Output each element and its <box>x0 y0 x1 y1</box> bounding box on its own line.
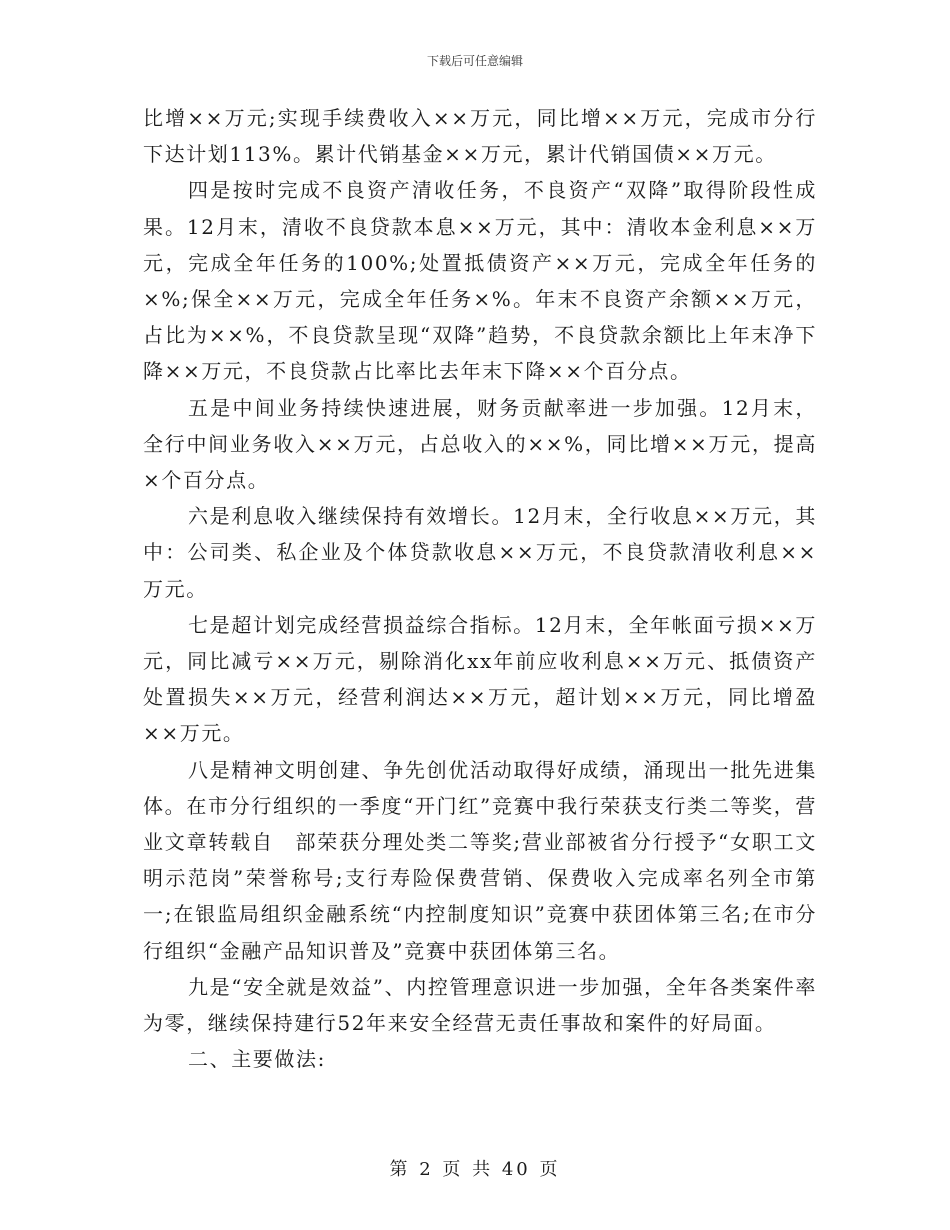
paragraph-item-6: 六是利息收入继续保持有效增长。12月末，全行收息××万元，其中：公司类、私企业及个体贷款收息××万元，不良贷款清收利息××万元。 <box>143 504 817 601</box>
paragraph-item-9: 九是“安全就是效益”、内控管理意识进一步加强，全年各类案件率为零，继续保持建行52年来安全经营无责任事故和案件的好局面。 <box>143 974 817 1036</box>
paragraph-item-8: 八是精神文明创建、争先创优活动取得好成绩，涌现出一批先进集体。在市分行组织的一季度“开门红”竞赛中我行荣获支行类二等奖，营业文章转载自 部荣获分理处类二等奖;营业部被省分行授予“女职工文明示范岗”荣誉称号;支行寿险保费营销、保费收入完成率名列全市第一;在银监局组织金融系统“内控制度知识”竞赛中获团体第三名;在市分行组织“金融产品知识普及”竞赛中获团体第三名。 <box>143 757 817 963</box>
paragraph-item-7: 七是超计划完成经营损益综合指标。12月末，全年帐面亏损××万元，同比减亏××万元，剔除消化xx年前应收利息××万元、抵债资产处置损失××万元，经营利润达××万元，超计划××万元，同比增盈××万元。 <box>143 612 817 746</box>
paragraph-item-5: 五是中间业务持续快速进展，财务贡献率进一步加强。12月末，全行中间业务收入××万元，占总收入的××%，同比增××万元，提高×个百分点。 <box>143 395 817 493</box>
page-header: 下载后可任意编辑 <box>426 54 523 68</box>
paragraph-continuation: 比增××万元;实现手续费收入××万元，同比增××万元，完成市分行下达计划113%。累计代销基金××万元，累计代销国债××万元。 <box>143 106 817 167</box>
section-heading-main-practices: 二、主要做法: <box>188 1047 326 1072</box>
document-body <box>143 100 817 1077</box>
paragraph-item-4: 四是按时完成不良资产清收任务，不良资产“双降”取得阶段性成果。12月末，清收不良贷款本息××万元，其中：清收本金利息××万元，完成全年任务的100%;处置抵债资产××万元，完成全年任务的×%;保全××万元，完成全年任务×%。年末不良资产余额××万元，占比为××%，不良贷款呈现“双降”趋势，不良贷款余额比上年末净下降××万元，不良贷款占比率比去年末下降××个百分点。 <box>143 178 817 384</box>
page-number-footer: 第 2 页 共 40 页 <box>389 1159 561 1180</box>
